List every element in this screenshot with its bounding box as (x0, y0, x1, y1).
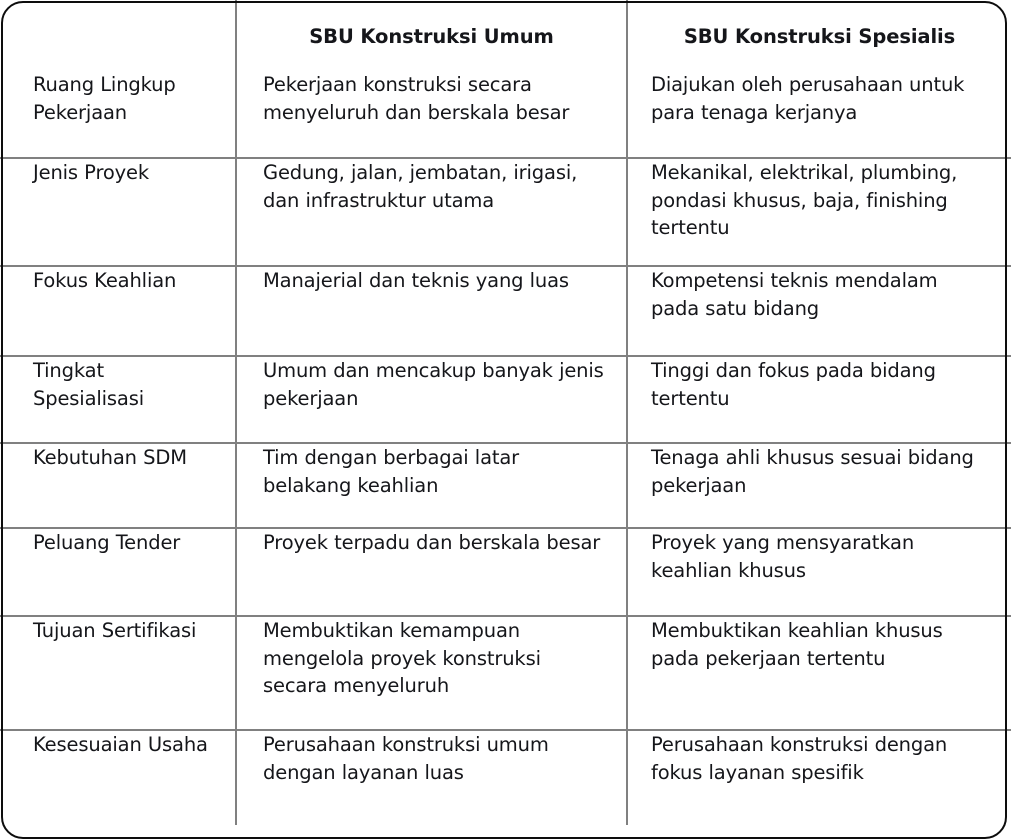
row-label-tingkat-spesialisasi: Tingkat Spesialisasi (0, 356, 236, 443)
table-row (0, 158, 1011, 266)
cell-umum-tingkat-spesialisasi: Umum dan mencakup banyak jenis pekerjaan (236, 356, 627, 443)
cell-spesialis-tingkat-spesialisasi: Tinggi dan fokus pada bidang tertentu (627, 356, 1011, 443)
row-label-kebutuhan-sdm: Kebutuhan SDM (0, 443, 236, 528)
table-row (0, 730, 1011, 825)
cell-umum-kesesuaian-usaha: Perusahaan konstruksi umum dengan layanan luas (236, 730, 627, 825)
cell-spesialis-ruang-lingkup-pekerjaan: Diajukan oleh perusahaan untuk para tenaga kerjanya (627, 71, 1011, 158)
table-row (0, 528, 1011, 616)
row-label-peluang-tender: Peluang Tender (0, 528, 236, 616)
table-body (0, 71, 1011, 825)
row-label-fokus-keahlian: Fokus Keahlian (0, 266, 236, 356)
table-row (0, 266, 1011, 356)
table-row (0, 443, 1011, 528)
table-row (0, 356, 1011, 443)
table-row (0, 616, 1011, 730)
table-header-row (0, 0, 1011, 71)
row-label-tujuan-sertifikasi: Tujuan Sertifikasi (0, 616, 236, 730)
cell-umum-ruang-lingkup-pekerjaan: Pekerjaan konstruksi secara menyeluruh dan berskala besar (236, 71, 627, 158)
header-cell-sbu-konstruksi-spesialis: SBU Konstruksi Spesialis (683, 25, 956, 48)
cell-umum-kebutuhan-sdm: Tim dengan berbagai latar belakang keahlian (236, 443, 627, 528)
cell-umum-tujuan-sertifikasi: Membuktikan kemampuan mengelola proyek konstruksi secara menyeluruh (236, 616, 627, 730)
cell-spesialis-jenis-proyek: Mekanikal, elektrikal, plumbing, pondasi khusus, baja, finishing tertentu (627, 158, 1011, 266)
cell-spesialis-kebutuhan-sdm: Tenaga ahli khusus sesuai bidang pekerjaan (627, 443, 1011, 528)
cell-spesialis-tujuan-sertifikasi: Membuktikan keahlian khusus pada pekerjaan tertentu (627, 616, 1011, 730)
cell-spesialis-fokus-keahlian: Kompetensi teknis mendalam pada satu bidang (627, 266, 1011, 356)
cell-umum-peluang-tender: Proyek terpadu dan berskala besar (236, 528, 627, 616)
row-label-ruang-lingkup-pekerjaan: Ruang Lingkup Pekerjaan (0, 71, 236, 158)
header-cell-sbu-konstruksi-umum: SBU Konstruksi Umum (236, 0, 627, 71)
header-cell-blank (0, 0, 236, 71)
row-label-jenis-proyek: Jenis Proyek (0, 158, 236, 266)
cell-spesialis-kesesuaian-usaha: Perusahaan konstruksi dengan fokus layanan spesifik (651, 733, 948, 784)
cell-spesialis-peluang-tender: Proyek yang mensyaratkan keahlian khusus (627, 528, 1011, 616)
row-label-kesesuaian-usaha: Kesesuaian Usaha (0, 730, 236, 825)
cell-umum-fokus-keahlian: Manajerial dan teknis yang luas (236, 266, 627, 356)
cell-umum-jenis-proyek: Gedung, jalan, jembatan, irigasi, dan infrastruktur utama (236, 158, 627, 266)
table-row (0, 71, 1011, 158)
